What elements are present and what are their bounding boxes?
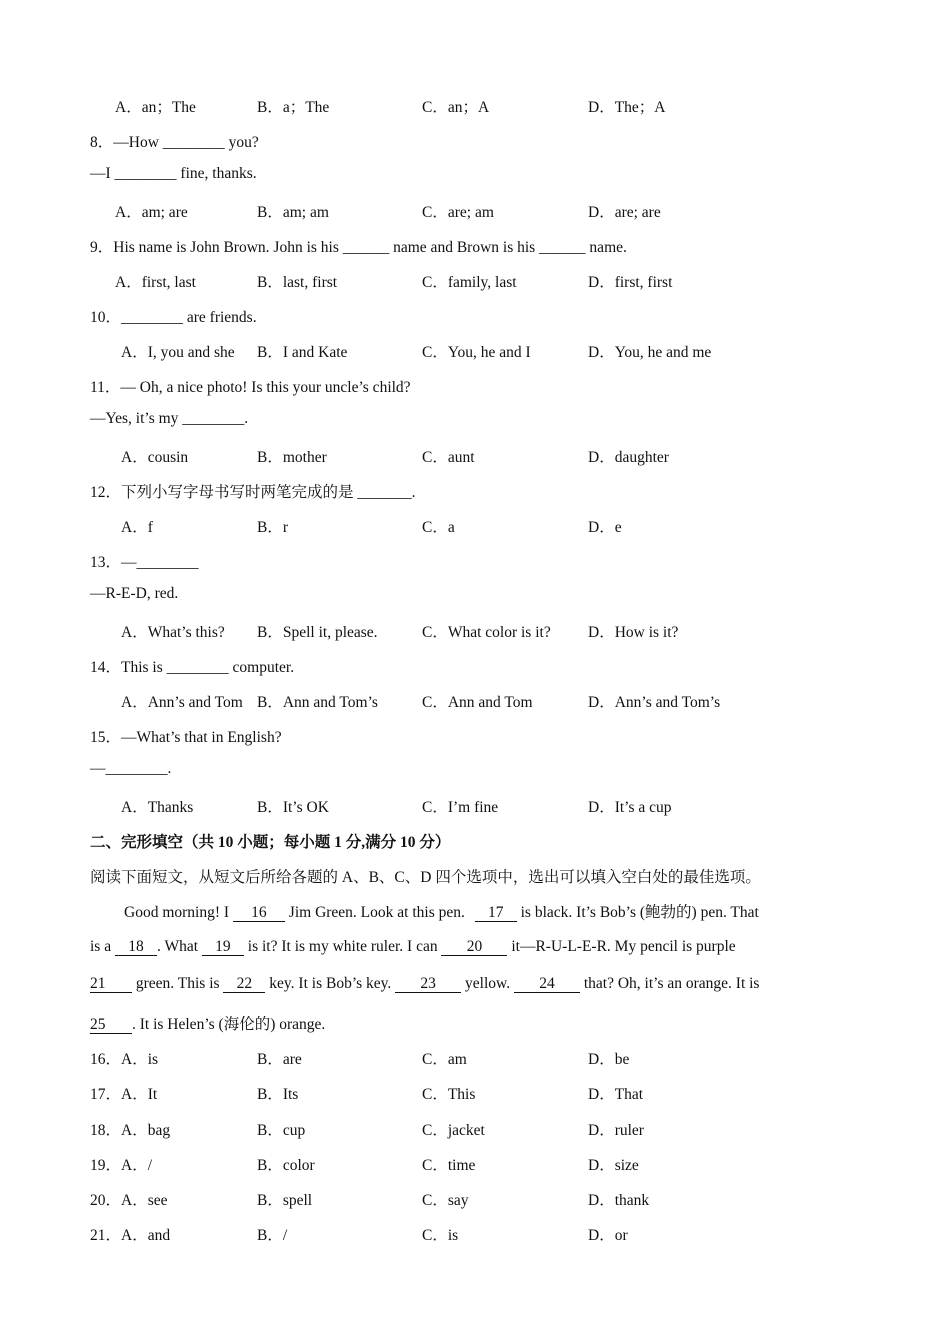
q21-option-a: A．and	[121, 1227, 171, 1244]
q21-number: 21．	[90, 1227, 122, 1244]
q7-option-b: B．a；The	[257, 99, 330, 116]
q8-option-a: A．am; are	[115, 204, 188, 221]
q16-option-b: B．are	[257, 1051, 302, 1068]
q9-option-b: B．last, first	[257, 274, 338, 291]
q11-reply: —Yes, it’s my ________.	[90, 410, 249, 427]
q12-option-a: A．f	[121, 519, 153, 536]
q13-option-c: C．What color is it?	[422, 624, 551, 641]
q14-stem: 14．This is ________ computer.	[90, 659, 295, 676]
q8-stem: 8．—How ________ you?	[90, 134, 259, 151]
blank-21: 21	[90, 976, 132, 993]
blank-16: 16	[233, 905, 285, 922]
q21-option-c: C．is	[422, 1227, 459, 1244]
q21-option-d: D．or	[588, 1227, 628, 1244]
q7-option-a: A．an；The	[115, 99, 196, 116]
q9-option-a: A．first, last	[115, 274, 196, 291]
q14-option-c: C．Ann and Tom	[422, 694, 533, 711]
q15-option-a: A．Thanks	[121, 799, 194, 816]
blank-22: 22	[223, 976, 265, 993]
q11-option-b: B．mother	[257, 449, 327, 466]
q12-stem: 12．下列小写字母书写时两笔完成的是 _______.	[90, 484, 416, 501]
blank-19: 19	[202, 939, 244, 956]
q10-option-b: B．I and Kate	[257, 344, 348, 361]
q10-stem: 10．________ are friends.	[90, 309, 257, 326]
q13-option-a: A．What’s this?	[121, 624, 225, 641]
q13-reply: —R-E-D, red.	[90, 585, 179, 602]
q17-number: 17．	[90, 1086, 122, 1103]
q20-option-b: B．spell	[257, 1192, 313, 1209]
q7-option-c: C．an；A	[422, 99, 490, 116]
q16-number: 16．	[90, 1051, 122, 1068]
q10-option-a: A．I, you and she	[121, 344, 235, 361]
section-instruction: 阅读下面短文，从短文后所给各题的 A、B、C、D 四个选项中，选出可以填入空白处的最佳选项。	[90, 869, 761, 886]
q19-option-c: C．time	[422, 1157, 476, 1174]
q15-option-b: B．It’s OK	[257, 799, 329, 816]
q19-option-a: A．/	[121, 1157, 153, 1174]
q15-option-c: C．I’m fine	[422, 799, 499, 816]
q21-option-b: B．/	[257, 1227, 288, 1244]
q8-option-d: D．are; are	[588, 204, 661, 221]
q20-option-c: C．say	[422, 1192, 469, 1209]
q19-option-d: D．size	[588, 1157, 639, 1174]
q17-option-a: A．It	[121, 1086, 158, 1103]
q16-option-a: A．is	[121, 1051, 159, 1068]
q17-option-b: B．Its	[257, 1086, 299, 1103]
q14-option-d: D．Ann’s and Tom’s	[588, 694, 721, 711]
q16-option-d: D．be	[588, 1051, 630, 1068]
blank-24: 24	[514, 976, 580, 993]
q18-number: 18．	[90, 1122, 122, 1139]
q10-option-d: D．You, he and me	[588, 344, 712, 361]
passage-line-1: Good morning! I 16 Jim Green. Look at this pen. 17 is black. It’s Bob’s (鲍勃的) pen. That	[124, 904, 759, 921]
q13-option-d: D．How is it?	[588, 624, 679, 641]
q8-option-c: C．are; am	[422, 204, 494, 221]
q11-option-c: C．aunt	[422, 449, 475, 466]
blank-25: 25	[90, 1017, 132, 1034]
passage-line-3: 21 green. This is 22 key. It is Bob’s key. 23 yellow. 24 that? Oh, it’s an orange. It is	[90, 975, 760, 992]
section-heading: 二、完形填空（共 10 小题；每小题 1 分,满分 10 分）	[90, 834, 451, 851]
q9-option-d: D．first, first	[588, 274, 673, 291]
blank-23: 23	[395, 976, 461, 993]
q15-option-d: D．It’s a cup	[588, 799, 672, 816]
q9-option-c: C．family, last	[422, 274, 517, 291]
q8-reply: —I ________ fine, thanks.	[90, 165, 257, 182]
q18-option-a: A．bag	[121, 1122, 171, 1139]
q15-stem: 15．—What’s that in English?	[90, 729, 282, 746]
q18-option-c: C．jacket	[422, 1122, 485, 1139]
blank-20: 20	[441, 939, 507, 956]
q20-option-d: D．thank	[588, 1192, 650, 1209]
q9-stem: 9．His name is John Brown. John is his ______ name and Brown is his ______ name.	[90, 239, 627, 256]
q11-option-a: A．cousin	[121, 449, 189, 466]
q15-reply: —________.	[90, 760, 172, 777]
blank-18: 18	[115, 939, 157, 956]
q14-option-b: B．Ann and Tom’s	[257, 694, 378, 711]
q20-option-a: A．see	[121, 1192, 168, 1209]
q13-option-b: B．Spell it, please.	[257, 624, 378, 641]
q11-stem: 11．— Oh, a nice photo! Is this your uncle’s child?	[90, 379, 411, 396]
q18-option-d: D．ruler	[588, 1122, 644, 1139]
q12-option-b: B．r	[257, 519, 289, 536]
q8-option-b: B．am; am	[257, 204, 329, 221]
passage-line-4: 25 . It is Helen’s (海伦的) orange.	[90, 1016, 326, 1033]
q18-option-b: B．cup	[257, 1122, 306, 1139]
q12-option-d: D．e	[588, 519, 622, 536]
passage-line-2: is a 18 . What 19 is it? It is my white ruler. I can 20 it—R-U-L-E-R. My pencil is purple	[90, 938, 736, 955]
q7-option-d: D．The；A	[588, 99, 666, 116]
q20-number: 20．	[90, 1192, 122, 1209]
q19-number: 19．	[90, 1157, 122, 1174]
blank-17: 17	[475, 905, 517, 922]
q16-option-c: C．am	[422, 1051, 467, 1068]
q12-option-c: C．a	[422, 519, 455, 536]
q19-option-b: B．color	[257, 1157, 315, 1174]
q17-option-c: C．This	[422, 1086, 476, 1103]
q17-option-d: D．That	[588, 1086, 644, 1103]
q14-option-a: A．Ann’s and Tom	[121, 694, 243, 711]
q11-option-d: D．daughter	[588, 449, 669, 466]
q10-option-c: C．You, he and I	[422, 344, 531, 361]
q13-stem: 13．—________	[90, 554, 199, 571]
